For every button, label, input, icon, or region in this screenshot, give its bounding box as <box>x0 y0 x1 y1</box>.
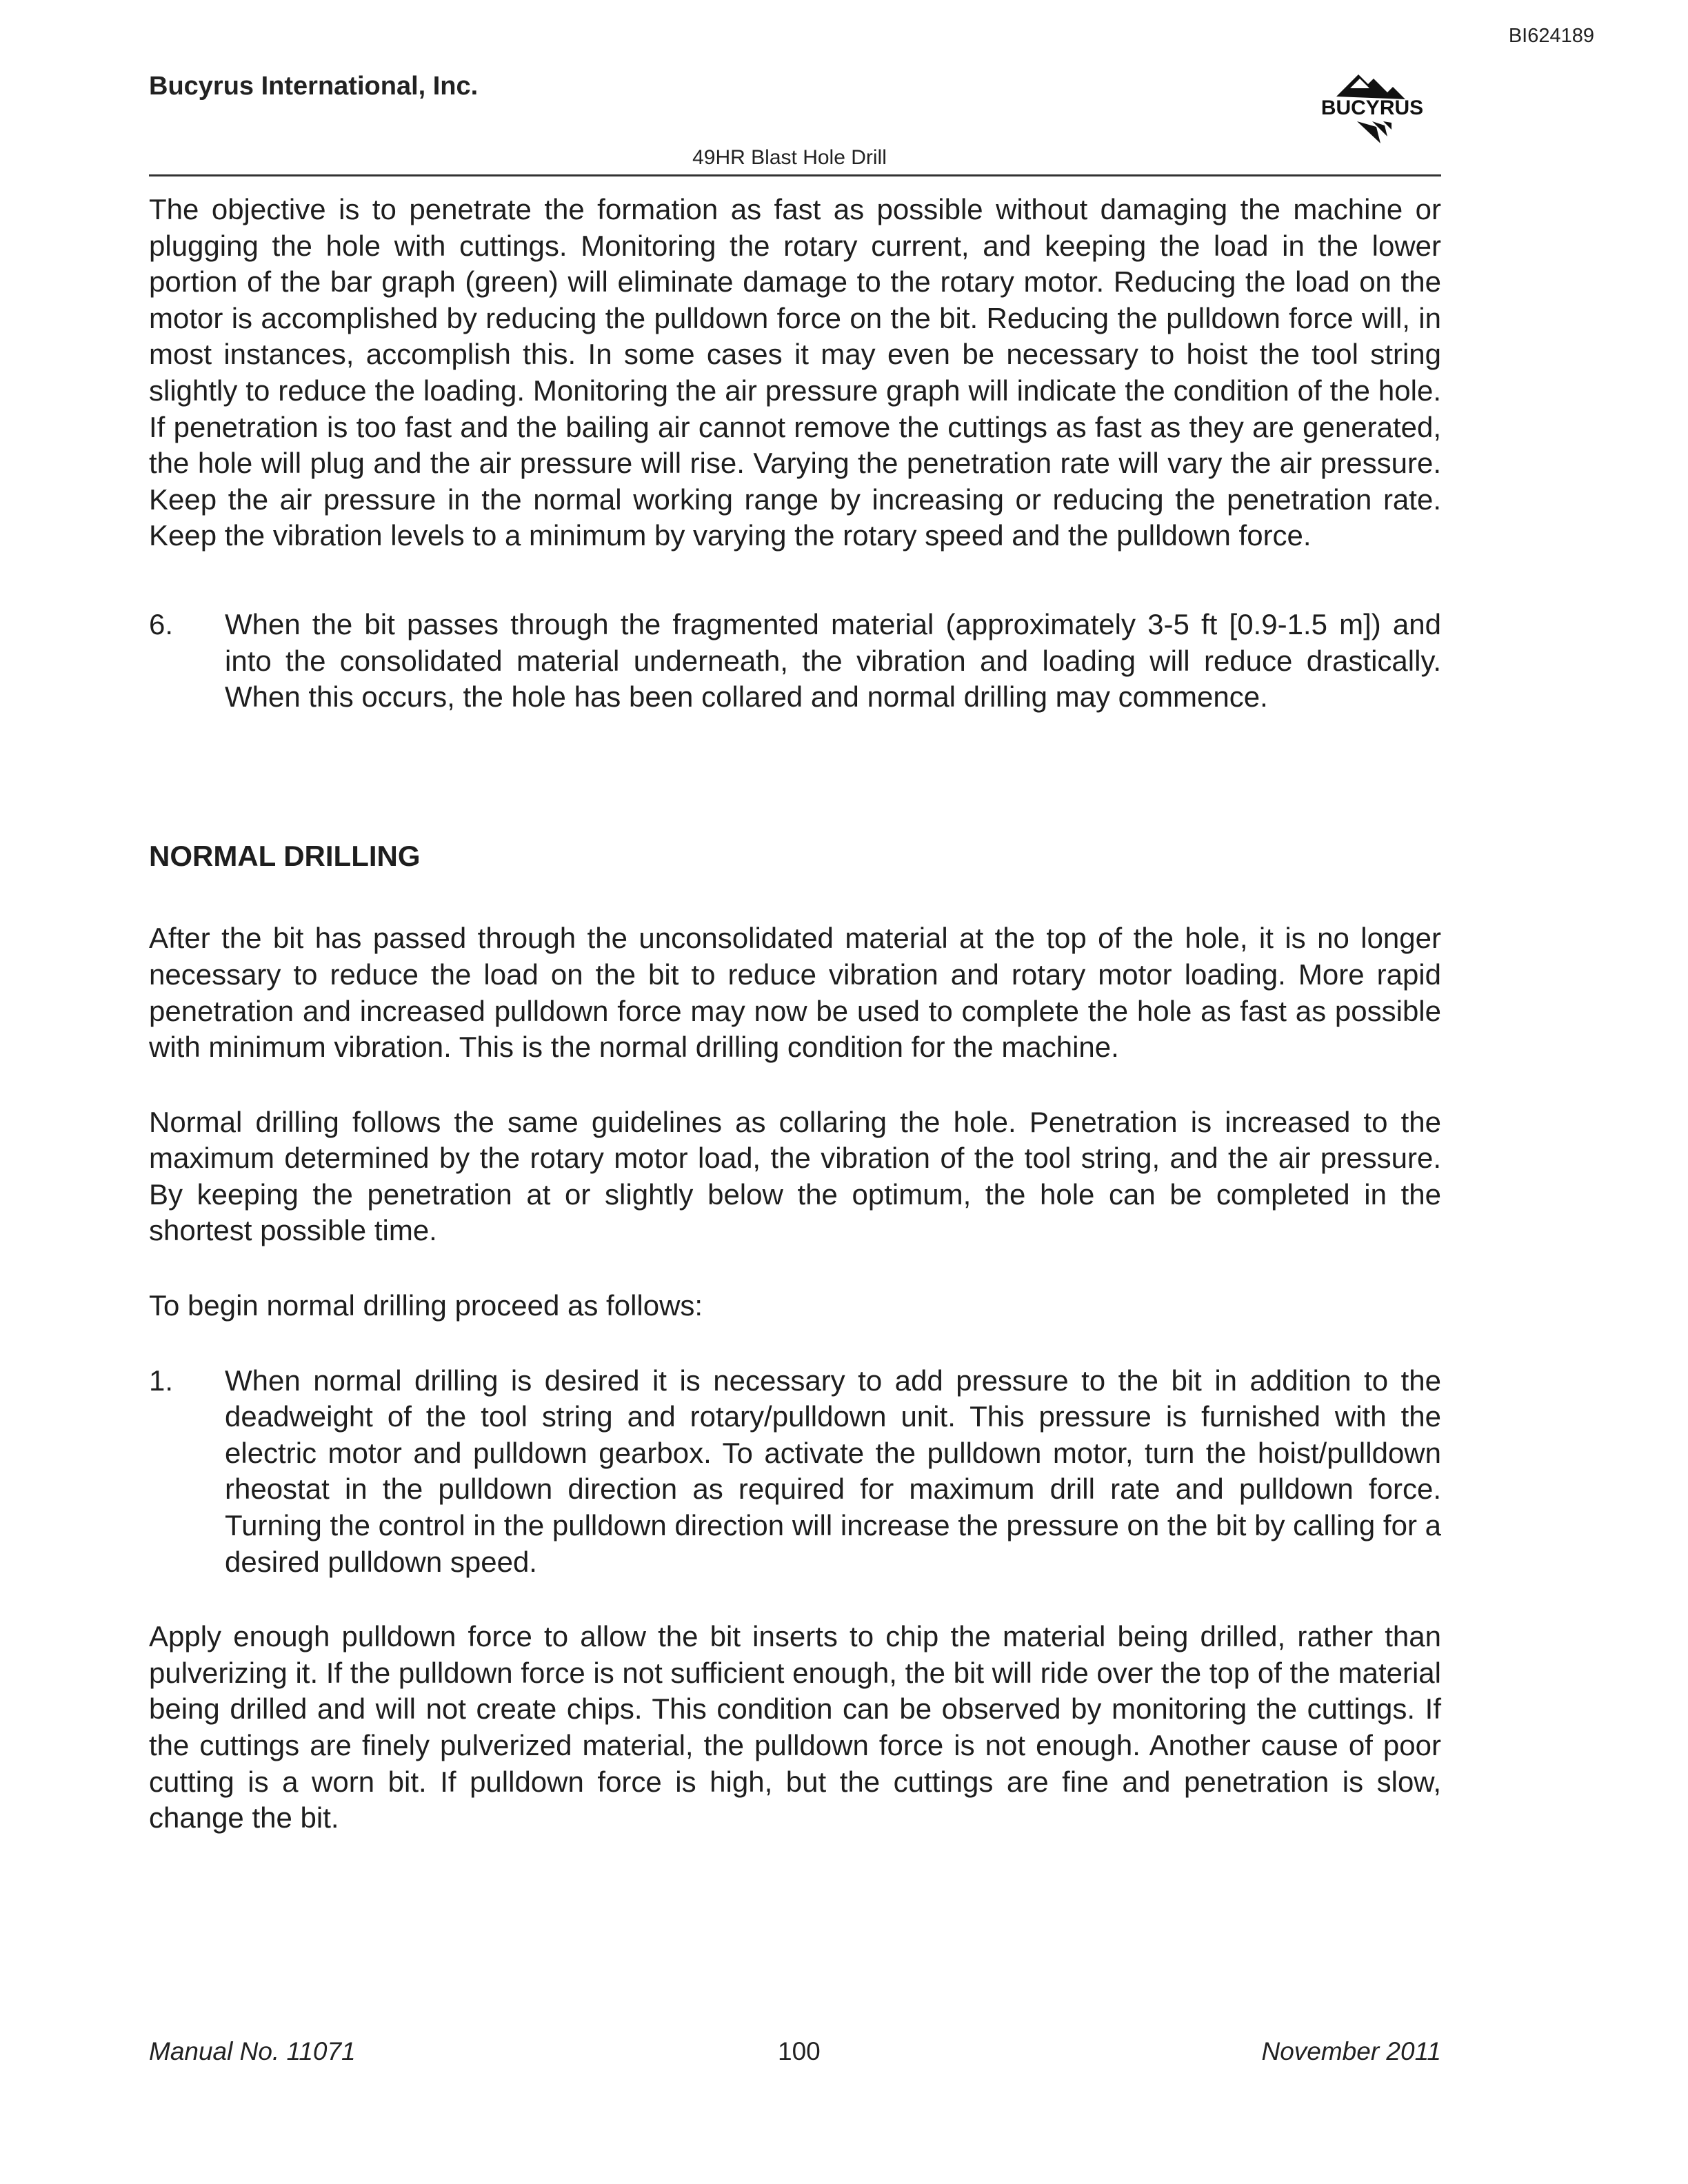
paragraph-guidelines: Normal drilling follows the same guidelines as collaring the hole. Penetration is increased to the maximum determined by the rotary motor load, the vibration of the tool string, and the air pressure. By keeping the penetration at or slightly below the optimum, the hole can be completed in the shortest possible time. <box>149 1105 1441 1247</box>
document-subtitle: 49HR Blast Hole Drill <box>692 146 887 169</box>
logo-text: BUCYRUS <box>1320 97 1424 119</box>
list-item-number: 6. <box>149 607 174 640</box>
list-item-1 <box>149 1363 1441 1581</box>
publication-date: November 2011 <box>1261 2037 1441 2065</box>
list-item-number: 1. <box>149 1364 174 1397</box>
list-item-6 <box>149 607 1441 716</box>
list-item-text: When the bit passes through the fragmented material (approximately 3-5 ft [0.9-1.5 m]) and into the consolidated material underneath, the vibration and loading will reduce drastically. When this occurs, the hole has been collared and normal drilling may commence. <box>225 607 1441 714</box>
header-rule <box>149 174 1441 176</box>
company-name: Bucyrus International, Inc. <box>149 72 479 101</box>
section-heading: NORMAL DRILLING <box>149 839 421 872</box>
manual-number: Manual No. 11071 <box>149 2037 356 2065</box>
paragraph-objective: The objective is to penetrate the formation as fast as possible without damaging the machine or plugging the hole with cuttings. Monitoring the rotary current, and keeping the load in the lower portion of the bar graph (green) will eliminate damage to the rotary motor. Reducing the load on the motor is accomplished by reducing the pulldown force on the bit. Reducing the pulldown force will, in most instances, accomplish this. In some cases it may even be necessary to hoist the tool string slightly to reduce the loading. Monitoring the air pressure graph will indicate the condition of the hole. If penetration is too fast and the bailing air cannot remove the cuttings as fast as they are generated, the hole will plug and the air pressure will rise. Varying the penetration rate will vary the air pressure. Keep the air pressure in the normal working range by increasing or reducing the penetration rate. Keep the vibration levels to a minimum by varying the rotary speed and the pulldown force. <box>149 193 1441 552</box>
bucyrus-logo <box>1310 69 1434 153</box>
paragraph-normal-drilling: After the bit has passed through the unconsolidated material at the top of the hole, it is no longer necessary to reduce the load on the bit to reduce vibration and rotary motor loading. More rapid penetration and increased pulldown force may now be used to complete the hole as fast as possible with minimum vibration. This is the normal drilling condition for the machine. <box>149 922 1441 1064</box>
document-id: BI624189 <box>1508 25 1594 47</box>
paragraph-begin: To begin normal drilling proceed as follows: <box>149 1289 703 1322</box>
paragraph-pulldown-force: Apply enough pulldown force to allow the bit inserts to chip the material being drilled, rather than pulverizing it. If the pulldown force is not sufficient enough, the bit will ride over the top of the material being drilled and will not create chips. This condition can be observed by monitoring the cuttings. If the cuttings are finely pulverized material, the pulldown force is not enough. Another cause of poor cutting is a worn bit. If pulldown force is high, but the cuttings are fine and penetration is slow, change the bit. <box>149 1620 1441 1834</box>
page-number: 100 <box>778 2037 821 2065</box>
page-content <box>149 192 1441 1837</box>
list-item-text: When normal drilling is desired it is necessary to add pressure to the bit in addition to the deadweight of the tool string and rotary/pulldown unit. This pressure is furnished with the electric motor and pulldown gearbox. To activate the pulldown motor, turn the hoist/pulldown rheostat in the pulldown direction as required for maximum drill rate and pulldown force. Turning the control in the pulldown direction will increase the pressure on the bit by calling for a desired pulldown speed. <box>225 1364 1441 1578</box>
